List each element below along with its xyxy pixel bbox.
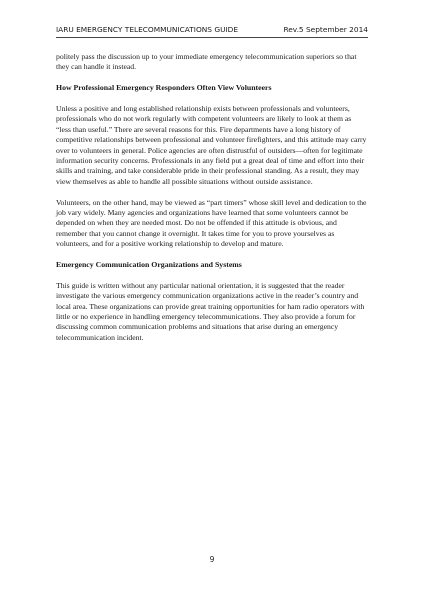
paragraph-volunteers-part-timers: Volunteers, on the other hand, may be viewed as “part timers” whose skill level and dedication to the job vary widely. Many agencies and organizations have learned that some volunteers cannot be depended on when they are needed most. Do not be offended if this attitude is obvious, and remember that you cannot change it overnight. It takes time for you to prove yourselves as volunteers, and for a positive working relationship to develop and mature. bbox=[56, 197, 367, 249]
page-body bbox=[56, 52, 368, 354]
header-revision: Rev.5 September 2014 bbox=[283, 25, 368, 34]
header-title: IARU EMERGENCY TELECOMMUNICATIONS GUIDE bbox=[56, 25, 239, 34]
page-header bbox=[56, 25, 368, 38]
section-heading-volunteers-view: How Professional Emergency Responders Often View Volunteers bbox=[56, 83, 272, 93]
paragraph-organizations: This guide is written without any particular national orientation, it is suggested that the reader investigate the various emergency communication organizations active in the reader’s country and local area. These organizations can provide great training opportunities for ham radio operators with little or no experience in handling emergency telecommunications. They also provide a forum for discussing common communication problems and situations that arise during an emergency telecommunication incident. bbox=[56, 280, 365, 342]
paragraph-continuation: politely pass the discussion up to your immediate emergency telecommunication superiors so that they can handle it instead. bbox=[56, 52, 357, 72]
page-number: 9 bbox=[209, 555, 215, 564]
paragraph-professionals-view: Unless a positive and long established relationship exists between professionals and volunteers, professionals who do not work regularly with competent volunteers are likely to look at them as “less than useful.” There are several reasons for this. Fire departments have a long history of competitive relationships between professional and volunteer firefighters, and this attitude may carry over to volunteers in general. Police agencies are often distrustful of outsiders—often for legitimate information security concerns. Professionals in any field put a great deal of time and effort into their skills and training, and take considerable pride in their professional standing. As a result, they may view themselves as able to handle all possible situations without outside assistance. bbox=[56, 104, 367, 186]
section-heading-organizations: Emergency Communication Organizations and Systems bbox=[56, 260, 242, 270]
